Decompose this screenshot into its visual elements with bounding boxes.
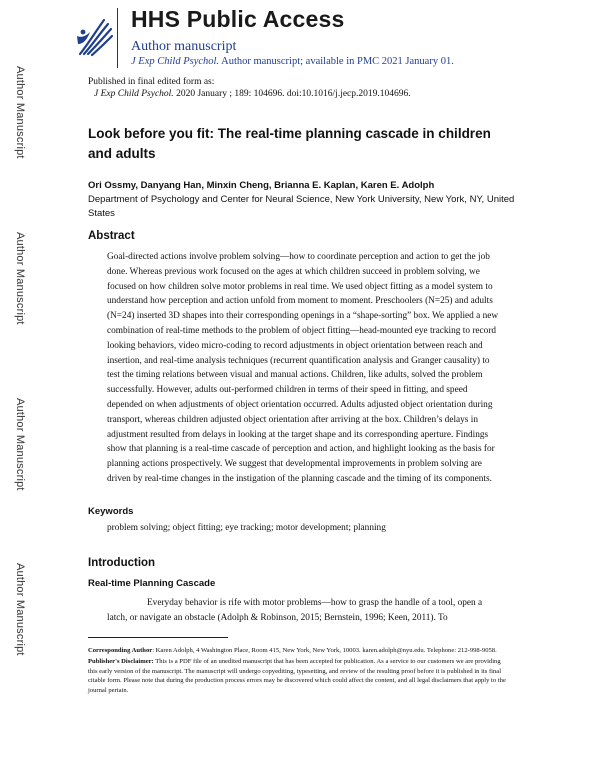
corresponding-author-text: : Karen Adolph, 4 Washington Place, Room 415, New York, New York, 10003. karen.adolph@nyu.edu. Telephone: 212-998-9058. xyxy=(152,647,497,654)
corresponding-author-note xyxy=(88,646,508,656)
published-journal: J Exp Child Psychol. xyxy=(94,89,174,99)
abstract-heading: Abstract xyxy=(88,230,135,242)
sidebar-label-3: Author Manuscript xyxy=(14,398,26,491)
article-title: Look before you fit: The real-time planning cascade in children and adults xyxy=(88,126,491,161)
keywords-text: problem solving; object fitting; eye tracking; motor development; planning xyxy=(107,523,386,533)
sidebar-label-4: Author Manuscript xyxy=(14,563,26,656)
header-citation-rest: Author manuscript; available in PMC 2021 January 01. xyxy=(221,56,454,67)
publisher-disclaimer-note xyxy=(88,657,508,695)
published-details: 2020 January ; 189: 104696. doi:10.1016/j.jecp.2019.104696. xyxy=(176,89,411,99)
header-subtitle: Author manuscript xyxy=(131,39,237,54)
article-affiliation: Department of Psychology and Center for Neural Science, New York University, New York, NY, United States xyxy=(88,194,515,219)
hhs-eagle-logo-icon xyxy=(74,14,114,60)
corresponding-author-label: Corresponding Author xyxy=(88,647,153,654)
abstract-text: Goal-directed actions involve problem solving—how to coordinate perception and action to get the job done. Whereas previous work focused on the ages at which children succeed in problem solving, we focused on how children solve motor problems in real time. We used object fitting as a model system to understand how perception and action unfold from moment to moment. Preschoolers (N=25) and adults (N=24) inserted 3D shapes into their corresponding openings in a “shape-sorting” box. We applied a new combination of real-time methods to the problem of object fitting—head-mounted eye tracking to record looking behaviors, video micro-coding to record adjustments in object orientation between reach and insertion, and real-time analysis techniques (recurrent quantification analysis and Granger causality) to test the timing relations between visual and manual actions. Children, like adults, solved the problem successfully. However, adults out-performed children in terms of their speed in fitting, and speed depended on when adjustments of object orientation occurred. Adults adjusted object orientation during transport, whereas children adjusted object orientation after arriving at the box. Children’s delays in adjustment resulted from delays in looking at the target shape and its corresponding aperture. Findings show that planning is a real-time cascade of perception and action, and highlight looking as the basis for planning actions prospectively. We suggest that developmental improvements in problem solving are driven by real-time changes in the instigation of the planning cascade and the timing of its components. xyxy=(107,252,499,484)
header-citation-journal: J Exp Child Psychol. xyxy=(131,56,220,67)
article-authors: Ori Ossmy, Danyang Han, Minxin Cheng, Brianna E. Kaplan, Karen E. Adolph xyxy=(88,180,435,191)
sidebar-label-1: Author Manuscript xyxy=(14,66,26,159)
header-divider xyxy=(117,8,118,68)
sidebar-label-2: Author Manuscript xyxy=(14,232,26,325)
introduction-heading: Introduction xyxy=(88,557,156,569)
hhs-title: HHS Public Access xyxy=(131,6,345,32)
published-label: Published in final edited form as: xyxy=(88,77,215,87)
header-citation xyxy=(131,56,454,67)
publisher-disclaimer-text: This is a PDF file of an unedited manuscript that has been accepted for publication. As a service to our customers we are providing this early version of the manuscript. The manuscript will undergo copyediting, typesetting, and review of the resulting proof before it is published in its final citable form. Please note that during the production process errors may be discovered which could affect the content, and all legal disclaimers that apply to the journal pertain. xyxy=(88,658,506,694)
publisher-disclaimer-label: Publisher's Disclaimer: xyxy=(88,658,154,665)
footnotes xyxy=(88,646,508,697)
published-citation xyxy=(94,89,411,99)
introduction-subheading: Real-time Planning Cascade xyxy=(88,578,216,589)
introduction-text: Everyday behavior is rife with motor problems—how to grasp the handle of a tool, open a latch, or navigate an obstacle (Adolph & Robinson, 2015; Bernstein, 1996; Keen, 2011). To xyxy=(107,598,483,623)
keywords-heading: Keywords xyxy=(88,506,134,517)
footnote-rule xyxy=(88,637,228,638)
